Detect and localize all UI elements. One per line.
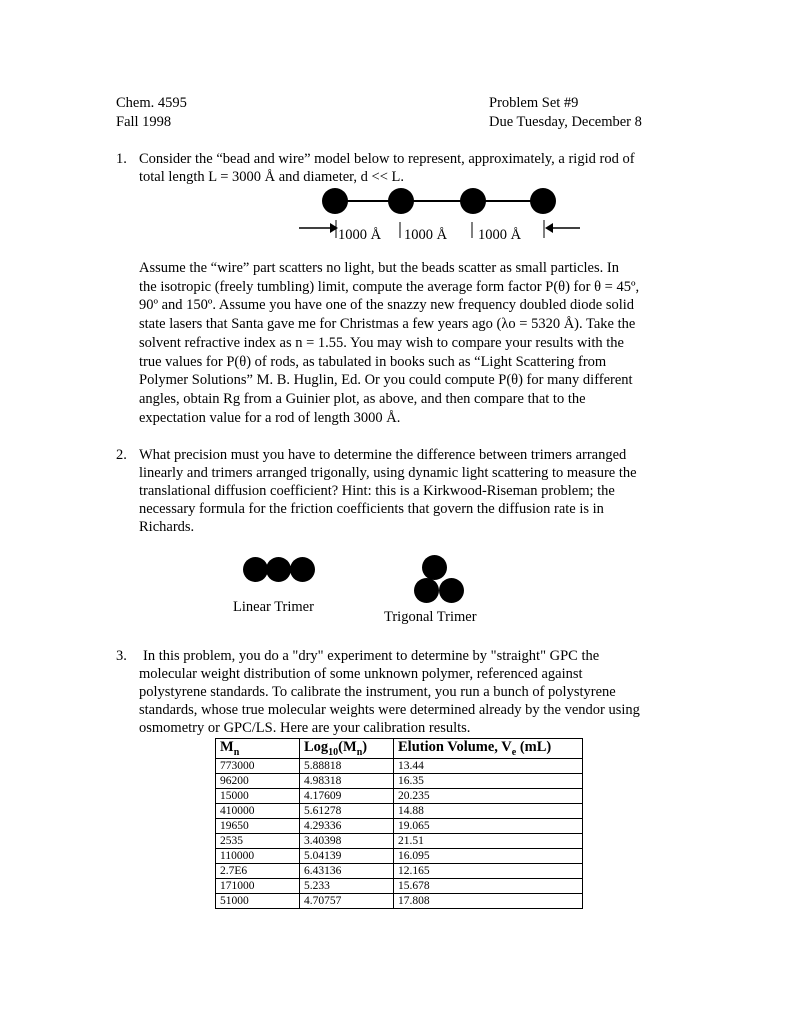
- table-row: [216, 864, 583, 879]
- cell-mn: 110000: [216, 849, 300, 864]
- cell-mn: 15000: [216, 789, 300, 804]
- linear-trimer-label: Linear Trimer: [233, 599, 314, 615]
- cell-elution: 16.35: [394, 774, 583, 789]
- linear-ball-2: [266, 557, 291, 582]
- cell-log-mn: 5.61278: [300, 804, 394, 819]
- calibration-table: [215, 738, 583, 909]
- table-row: [216, 789, 583, 804]
- bead-4: [530, 188, 556, 214]
- question-3-number: 3.: [116, 648, 127, 664]
- spacing-label-3: 1000 Å: [478, 227, 522, 243]
- cell-mn: 773000: [216, 759, 300, 774]
- bead-2: [388, 188, 414, 214]
- cell-elution: 21.51: [394, 834, 583, 849]
- cell-mn: 19650: [216, 819, 300, 834]
- trigonal-ball-left: [414, 578, 439, 603]
- cell-mn: 410000: [216, 804, 300, 819]
- question-3-line: In this problem, you do a "dry" experiment to determine by "straight" GPC the: [143, 648, 600, 664]
- trigonal-trimer-label: Trigonal Trimer: [384, 609, 477, 625]
- question-1-body-line: Polymer Solutions” M. B. Huglin, Ed. Or you could compute P(θ) for many different: [139, 372, 633, 388]
- question-1-intro-line-1: Consider the “bead and wire” model below to represent, approximately, a rigid rod of: [139, 151, 635, 167]
- cell-mn: 2535: [216, 834, 300, 849]
- question-1-intro-line-2: total length L = 3000 Å and diameter, d << L.: [139, 169, 405, 185]
- table-row: [216, 759, 583, 774]
- problem-set-title: Problem Set #9: [489, 95, 579, 111]
- question-3-line: standards, whose true molecular weights were determined already by the vendor using: [139, 702, 640, 718]
- cell-elution: 13.44: [394, 759, 583, 774]
- question-2-line: necessary formula for the friction coefficients that govern the diffusion rate is in: [139, 501, 604, 517]
- question-1-body-line: 90º and 150º. Assume you have one of the snazzy new frequency doubled diode solid: [139, 297, 635, 313]
- table-header-row: [216, 739, 583, 759]
- cell-mn: 96200: [216, 774, 300, 789]
- cell-elution: 17.808: [394, 894, 583, 909]
- question-1-body-line: the isotropic (freely tumbling) limit, compute the average form factor P(θ) for θ = 45º,: [139, 279, 640, 295]
- table-row: [216, 894, 583, 909]
- spacing-label-1: 1000 Å: [338, 227, 382, 243]
- question-3-line: osmometry or GPC/LS. Here are your calibration results.: [139, 720, 471, 736]
- due-date: Due Tuesday, December 8: [489, 114, 642, 130]
- table-row: [216, 819, 583, 834]
- cell-log-mn: 4.70757: [300, 894, 394, 909]
- header-elution-volume: Elution Volume, $V_e$ (mL): [394, 739, 583, 759]
- question-1-body-line: angles, obtain Rg from a Guinier plot, as above, and then compare that to the: [139, 391, 586, 407]
- table-row: [216, 774, 583, 789]
- trigonal-ball-top: [422, 555, 447, 580]
- cell-log-mn: 4.17609: [300, 789, 394, 804]
- cell-log-mn: 4.29336: [300, 819, 394, 834]
- question-2-line: translational diffusion coefficient? Hint: this is a Kirkwood-Riseman problem; the: [139, 483, 615, 499]
- spacing-label-2: 1000 Å: [404, 227, 448, 243]
- header-log-mn: $Log_{10}(M_n)$: [300, 739, 394, 759]
- bead-1: [322, 188, 348, 214]
- cell-elution: 12.165: [394, 864, 583, 879]
- course-name: Chem. 4595: [116, 95, 187, 111]
- question-1-number: 1.: [116, 151, 127, 167]
- table-row: [216, 834, 583, 849]
- question-2-line: linearly and trimers arranged trigonally, using dynamic light scattering to measure the: [139, 465, 637, 481]
- cell-elution: 20.235: [394, 789, 583, 804]
- cell-log-mn: 6.43136: [300, 864, 394, 879]
- cell-mn: 171000: [216, 879, 300, 894]
- cell-elution: 15.678: [394, 879, 583, 894]
- question-2-line: What precision must you have to determine the difference between trimers arranged: [139, 447, 627, 463]
- trigonal-ball-right: [439, 578, 464, 603]
- bead-3: [460, 188, 486, 214]
- linear-ball-1: [243, 557, 268, 582]
- question-1-body-line: solvent refractive index as n = 1.55. You may wish to compare your results with the: [139, 335, 624, 351]
- table-row: [216, 879, 583, 894]
- cell-mn: 51000: [216, 894, 300, 909]
- question-1-body-line: Assume the “wire” part scatters no light, but the beads scatter as small particles. In: [139, 260, 619, 276]
- wire-line: [335, 200, 543, 202]
- question-1-body-line: state lasers that Santa gave me for Christmas a few years ago (λo = 5320 Å). Take the: [139, 316, 636, 332]
- question-1-body-line: true values for P(θ) of rods, as tabulated in books such as “Light Scattering from: [139, 354, 607, 370]
- cell-log-mn: 4.98318: [300, 774, 394, 789]
- cell-mn: 2.7E6: [216, 864, 300, 879]
- cell-log-mn: 5.233: [300, 879, 394, 894]
- term: Fall 1998: [116, 114, 172, 130]
- table-row: [216, 804, 583, 819]
- cell-log-mn: 5.88818: [300, 759, 394, 774]
- cell-elution: 19.065: [394, 819, 583, 834]
- cell-elution: 14.88: [394, 804, 583, 819]
- question-2-line: Richards.: [139, 519, 195, 535]
- cell-log-mn: 3.40398: [300, 834, 394, 849]
- header-mn: $M_n$: [216, 739, 300, 759]
- question-3-line: molecular weight distribution of some unknown polymer, referenced against: [139, 666, 583, 682]
- cell-log-mn: 5.04139: [300, 849, 394, 864]
- cell-elution: 16.095: [394, 849, 583, 864]
- question-2-number: 2.: [116, 447, 127, 463]
- question-3-line: polystyrene standards. To calibrate the instrument, you run a bunch of polystyrene: [139, 684, 616, 700]
- table-row: [216, 849, 583, 864]
- question-1-body-line: expectation value for a rod of length 3000 Å.: [139, 410, 401, 426]
- linear-ball-3: [290, 557, 315, 582]
